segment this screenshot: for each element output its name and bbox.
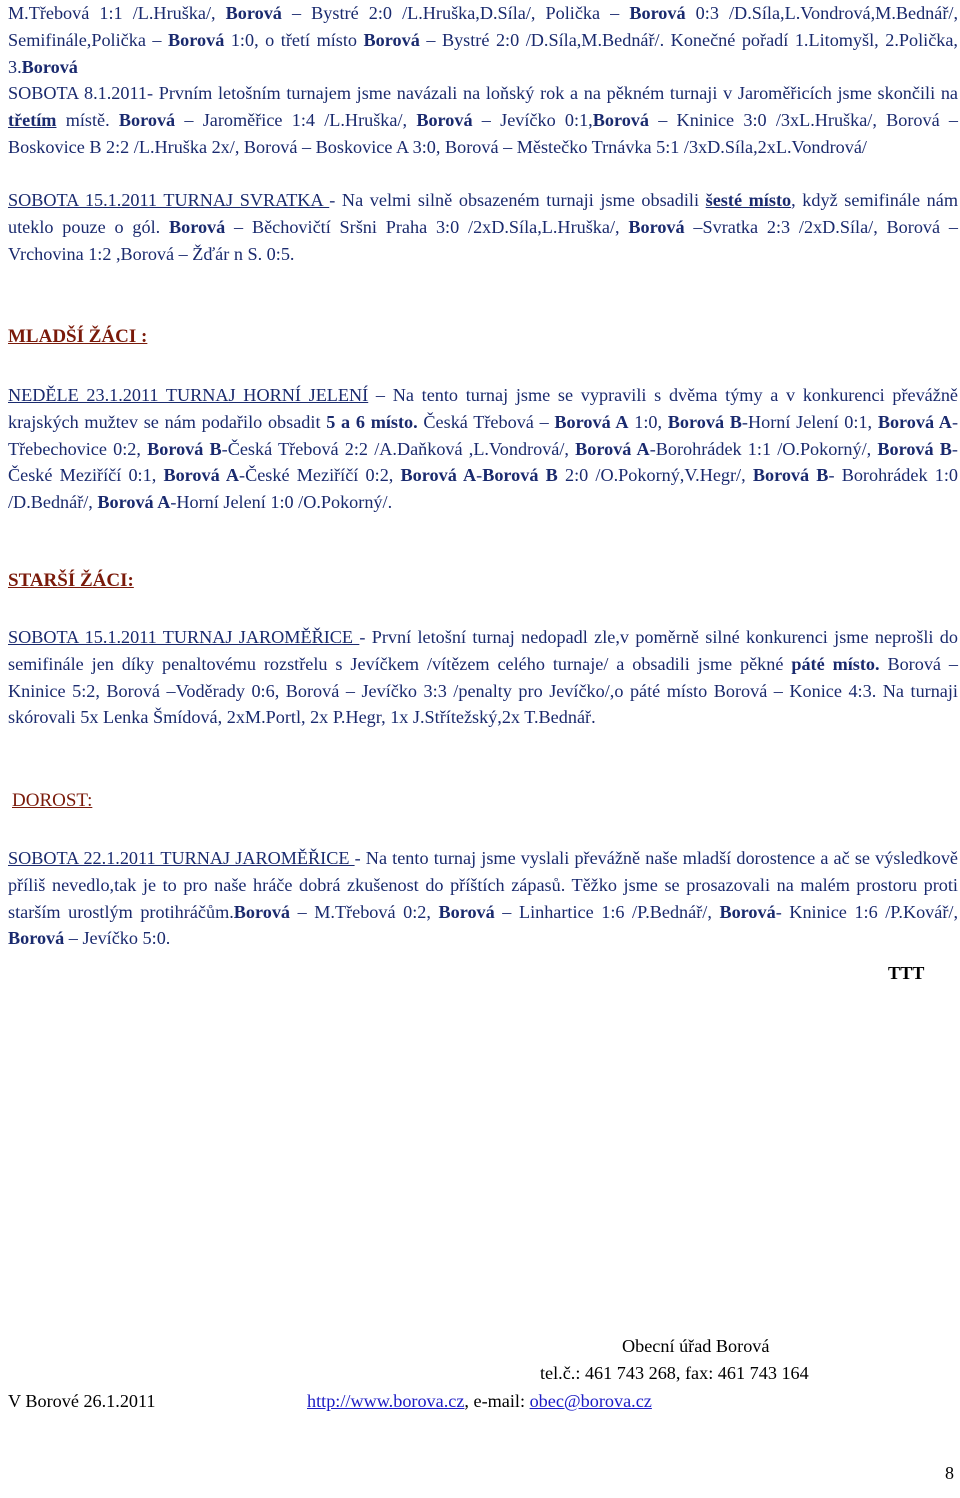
team-name: Borová: [438, 901, 495, 922]
text: - Prvním letošním turnajem jsme navázali na loňský rok a na pěkném turnaji v Jaroměřicích jsme skončili na: [146, 83, 958, 103]
text: -Horní Jelení 0:1,: [741, 411, 878, 432]
text: – Na tento turnaj jsme se vypravili s dvěma týmy a v konkurenci převážně krajských mužtev se nám podařilo obsadit: [8, 385, 958, 432]
text: -Borohrádek 1:1 /O.Pokorný/,: [649, 438, 878, 459]
text: 2:0 /O.Pokorný,V.Hegr/,: [557, 465, 753, 486]
text: Česká Třebová –: [417, 411, 555, 432]
report-date: SOBOTA 15.1.2011 TURNAJ JAROMĚŘICE: [8, 627, 360, 647]
team-name: Borová A: [163, 465, 240, 486]
team-name: Borová B: [877, 438, 952, 459]
team-name: Borová: [225, 3, 282, 23]
text: - První letošní turnaj nedopadl zle,v poměrně silné konkurenci jsme neprošli do semifinále jen díky penaltovému rozstřelu s Jevíčkem /vítězem celého turnaje/ a obsadili jsme pěkné: [8, 627, 958, 674]
team-name: Borová: [416, 109, 473, 130]
team-name: Borová A: [575, 438, 650, 459]
text: – Kninice 3:0 /3xL.Hruška/, Borová – Boskovice B 2:2 /L.Hruška 2x/, Borová – Boskovice A 3:0, Borová – Městečko Trnávka 5:1 /3xD.Síla,2xL.Vondrová/: [8, 109, 958, 157]
text: – Jaroměřice 1:4 /L.Hruška/,: [175, 109, 417, 130]
placement: třetím: [8, 109, 57, 130]
email-link[interactable]: obec@borova.cz: [529, 1391, 652, 1411]
team-name: Borová A: [877, 411, 952, 432]
report-date: SOBOTA 15.1.2011 TURNAJ SVRATKA: [8, 190, 330, 210]
placement: páté místo.: [791, 653, 880, 674]
signature: TTT: [888, 963, 925, 983]
team-name: Borová B: [667, 411, 742, 432]
team-name: Borová B: [147, 438, 222, 459]
text: – Běchovičtí Sršni Praha 3:0 /2xD.Síla,L.Hruška/,: [225, 216, 629, 237]
section-heading-dorost: DOROST:: [12, 790, 93, 811]
text: , e-mail:: [464, 1391, 530, 1411]
team-name: Borová: [8, 928, 65, 949]
text: – Jevíčko 0:1,: [472, 109, 593, 130]
text: - Na tento turnaj jsme vyslali převážně naše mladší dorostence a ač se výsledkově příliš nevedlo,tak je to pro naše hráče dobrá zkušenost do příštích zápasů. Těžko jsme se prosazovali na malém prostoru proti starším urostlým protihráčům.: [8, 848, 958, 922]
placement: 5 a 6 místo.: [326, 411, 418, 432]
contact-phone-fax: tel.č.: 461 743 268, fax: 461 743 164: [540, 1363, 809, 1383]
team-name: Borová: [233, 901, 291, 922]
office-name: Obecní úřad Borová: [622, 1336, 770, 1356]
team-name: Borová: [592, 109, 649, 130]
team-name: Borová: [363, 29, 420, 50]
team-name: Borová A: [554, 411, 629, 432]
match-report-jaromerice-15-1: [8, 624, 958, 731]
text: - Na velmi silně obsazeném turnaji jsme obsadili: [329, 190, 706, 210]
text: Borová –Kninice 5:2, Borová –Voděrady 0:6, Borová – Jevíčko 3:3 /penalty pro Jevíčko/,o páté místo Borová – Konice 4:3. Na turnaji skórovali 5x Lenka Šmídová, 2xM.Portl, 2x P.Hegr, 1x J.Střítežský,2x T.Bednář.: [8, 653, 958, 728]
report-date: NEDĚLE 23.1.2011 TURNAJ HORNÍ JELENÍ: [8, 385, 369, 405]
text: - Kninice 1:6 /P.Kovář/,: [775, 901, 958, 922]
team-name: Borová: [628, 216, 685, 237]
section-heading-mladsi-zaci: MLADŠÍ ŽÁCI :: [8, 326, 148, 347]
text: -Horní Jelení 1:0 /O.Pokorný/.: [170, 492, 393, 513]
team-name: Borová: [719, 901, 776, 922]
report-date: SOBOTA 8.1.2011: [8, 83, 147, 103]
text: , když semifinále nám uteklo pouze o gól.: [8, 190, 958, 237]
team-name: Borová A: [97, 492, 171, 513]
place-and-date: V Borové 26.1.2011: [8, 1391, 156, 1411]
match-report-svratka: [8, 187, 958, 267]
text: -: [476, 465, 483, 486]
match-report-jaromerice-22-1: [8, 845, 958, 952]
text: 0:3 /D.Síla,L.Vondrová,M.Bednář/, Semifinále,Polička –: [8, 3, 959, 50]
match-report-8-1: [8, 80, 958, 160]
text: – Jevíčko 5:0.: [64, 928, 171, 949]
team-name: Borová B: [752, 465, 829, 486]
text: – Linhartice 1:6 /P.Bednář/,: [494, 901, 720, 922]
text: -Česká Třebová 2:2 /A.Daňková ,L.Vondrová/,: [221, 438, 576, 459]
team-name: Borová: [629, 3, 686, 23]
report-date: SOBOTA 22.1.2011 TURNAJ JAROMĚŘICE: [8, 848, 355, 868]
text: místě.: [56, 109, 119, 130]
text: -České Meziříčí 0:2,: [239, 465, 401, 486]
team-name: Borová A: [400, 465, 477, 486]
text: –Svratka 2:3 /2xD.Síla/, Borová – Vrchovina 1:2 ,Borová – Žďár n S. 0:5.: [8, 216, 958, 264]
website-link[interactable]: http://www.borova.cz: [307, 1391, 465, 1411]
text: – Bystré 2:0 /D.Síla,M.Bednář/. Konečné pořadí 1.Litomyšl, 2.Polička, 3.: [8, 29, 958, 77]
contact-links: [307, 1388, 652, 1414]
page-number: 8: [945, 1463, 954, 1483]
team-name: Borová: [118, 109, 176, 130]
text: – Bystré 2:0 /L.Hruška,D.Síla/, Polička –: [281, 3, 630, 23]
intro-paragraph: [8, 0, 958, 80]
text: – M.Třebová 0:2,: [290, 901, 439, 922]
text: - Třebechovice 0:2,: [8, 411, 958, 459]
team-name: Borová B: [482, 465, 558, 486]
team-name: Borová: [21, 56, 78, 77]
team-name: Borová: [168, 29, 225, 50]
text: - Borohrádek 1:0 /D.Bednář/,: [8, 465, 959, 513]
text: 1:0,: [628, 411, 668, 432]
section-heading-starsi-zaci: STARŠÍ ŽÁCI:: [8, 570, 134, 591]
text: -České Meziříčí 0:1,: [8, 438, 958, 486]
team-name: Borová: [169, 216, 226, 237]
placement: šesté místo: [705, 190, 792, 210]
match-report-horni-jeleni: [8, 382, 958, 516]
text: M.Třebová 1:1 /L.Hruška/,: [8, 3, 226, 23]
text: 1:0, o třetí místo: [224, 29, 364, 50]
